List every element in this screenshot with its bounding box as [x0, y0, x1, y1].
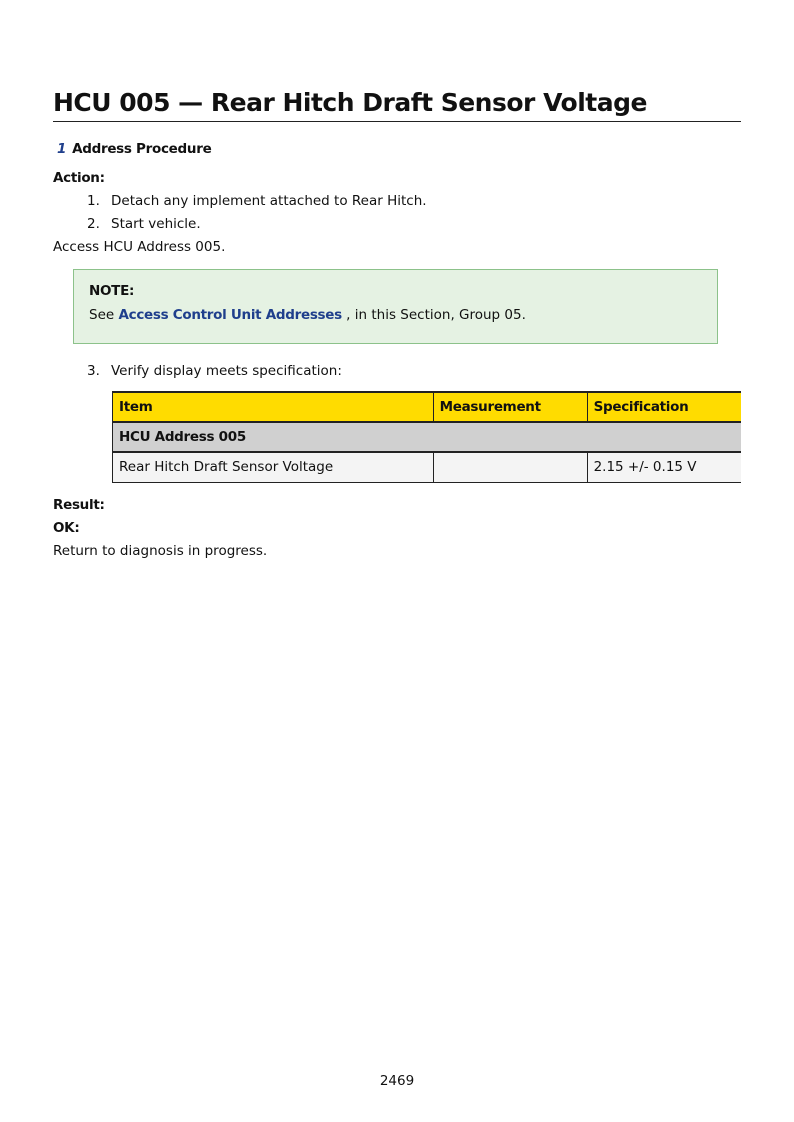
table-cell-specification: 2.15 +/- 0.15 V — [587, 452, 741, 482]
list-item-number: 3. — [87, 363, 100, 379]
table-header-item: Item — [113, 392, 434, 422]
table-row — [113, 452, 742, 482]
result-label: Result: — [53, 497, 105, 513]
specification-table — [112, 391, 741, 483]
table-header-specification: Specification — [587, 392, 741, 422]
list-item — [87, 363, 342, 379]
note-box — [73, 269, 718, 344]
list-item — [87, 193, 427, 209]
table-cell-measurement — [433, 452, 587, 482]
list-item-text: Detach any implement attached to Rear Hitch. — [111, 193, 427, 209]
list-item-number: 1. — [87, 193, 100, 209]
table-group-label: HCU Address 005 — [113, 422, 742, 452]
table-cell-item: Rear Hitch Draft Sensor Voltage — [113, 452, 434, 482]
table-header-row — [113, 392, 742, 422]
step-number: 1 — [57, 141, 67, 157]
ok-label: OK: — [53, 520, 80, 536]
action-label: Action: — [53, 170, 105, 186]
list-item — [87, 216, 201, 232]
table-group-row — [113, 422, 742, 452]
list-item-text: Verify display meets specification: — [111, 363, 342, 379]
list-item-number: 2. — [87, 216, 100, 232]
step-heading — [57, 141, 211, 157]
table-header-measurement: Measurement — [433, 392, 587, 422]
page-title: HCU 005 — Rear Hitch Draft Sensor Voltage — [53, 86, 741, 122]
list-item-text: Start vehicle. — [111, 216, 201, 232]
page-number: 2469 — [379, 1073, 415, 1089]
note-title: NOTE: — [89, 283, 135, 299]
step-heading-text: Address Procedure — [72, 141, 212, 157]
note-text — [89, 307, 526, 323]
access-instruction: Access HCU Address 005. — [53, 239, 226, 255]
ok-text: Return to diagnosis in progress. — [53, 543, 268, 559]
note-prefix: See — [89, 307, 119, 323]
access-control-unit-addresses-link[interactable]: Access Control Unit Addresses — [118, 307, 342, 323]
note-suffix: , in this Section, Group 05. — [341, 307, 526, 323]
